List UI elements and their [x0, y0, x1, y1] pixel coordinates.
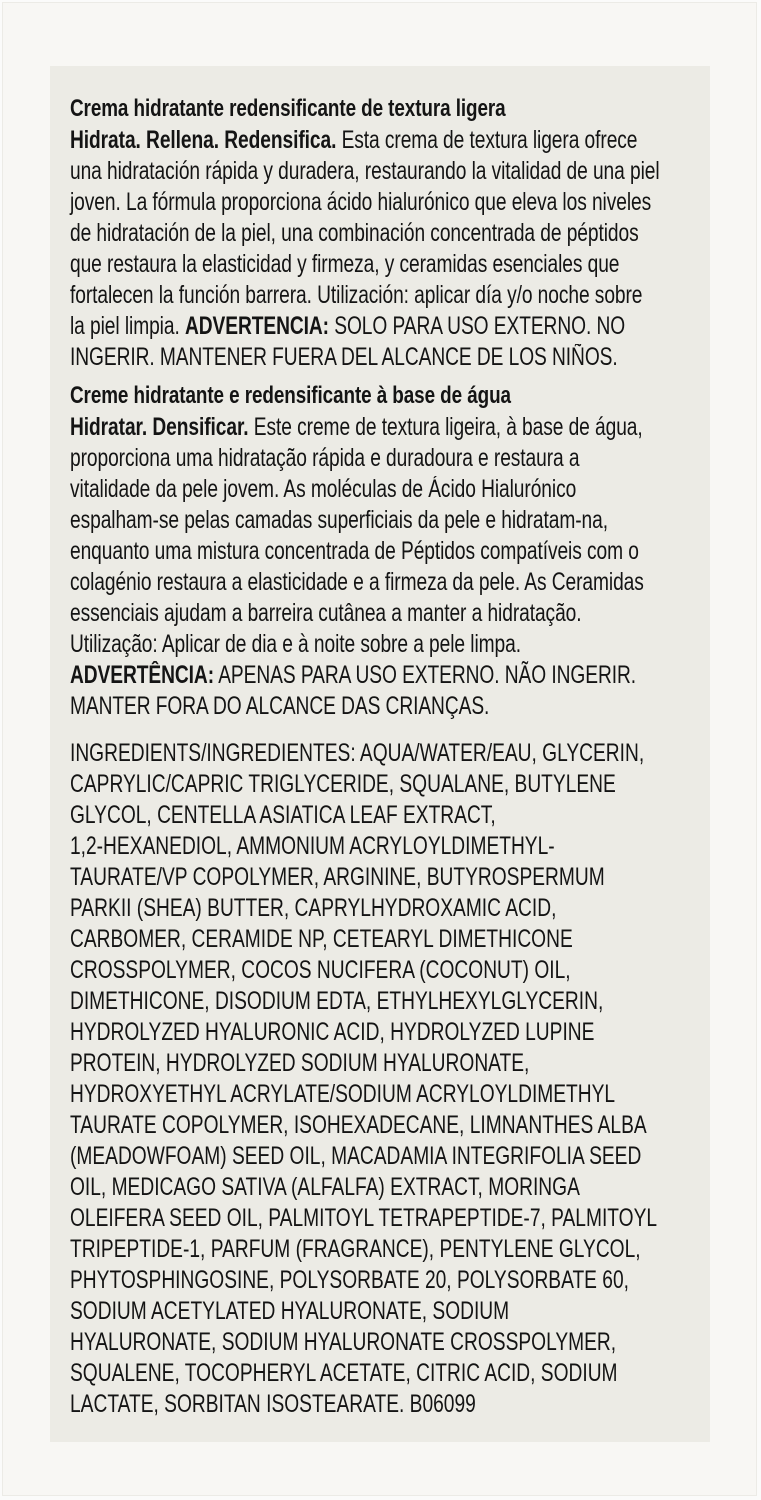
product-box-panel	[2, 2, 757, 1496]
portuguese-description-line-bold: Hidratar. Densificar.	[70, 414, 249, 441]
portuguese-description	[70, 412, 710, 722]
spanish-description-line-text: fortalecen la función barrera. Utilización: aplicar día y/o noche sobre	[70, 282, 643, 309]
portuguese-description-line-text: Utilização: Aplicar de dia e à noite sobre a pele limpa.	[70, 631, 521, 658]
ingredients-line: OIL, MEDICAGO SATIVA (ALFALFA) EXTRACT, MORINGA	[70, 1174, 580, 1201]
spanish-description-line	[70, 249, 717, 280]
spanish-description-line	[70, 125, 717, 156]
portuguese-description-line	[70, 629, 717, 660]
ingredients-line: GLYCOL, CENTELLA ASIATICA LEAF EXTRACT,	[70, 802, 496, 829]
spanish-title: Crema hidratante redensificante de textura ligera	[70, 96, 506, 122]
portuguese-description-line	[70, 412, 717, 443]
portuguese-title: Creme hidratante e redensificante à base de água	[70, 383, 511, 409]
portuguese-description-line	[70, 474, 717, 505]
spanish-description-line	[70, 280, 717, 311]
portuguese-description-line-text: proporciona uma hidratação rápida e duradoura e restaura a	[70, 445, 580, 472]
portuguese-description-line-text: essenciais ajudam a barreira cutânea a manter a hidratação.	[70, 600, 582, 627]
ingredients-line: OLEIFERA SEED OIL, PALMITOYL TETRAPEPTIDE-7, PALMITOYL	[70, 1205, 658, 1232]
spanish-description-line	[70, 342, 717, 373]
spanish-description	[70, 125, 710, 373]
spanish-description-line-text: INGERIR. MANTENER FUERA DEL ALCANCE DE LOS NIÑOS.	[70, 344, 618, 371]
ingredients-line: DIMETHICONE, DISODIUM EDTA, ETHYLHEXYLGLYCERIN,	[70, 988, 604, 1015]
ingredients-line: CROSSPOLYMER, COCOS NUCIFERA (COCONUT) OIL,	[70, 957, 571, 984]
spanish-description-line-text: que restaura la elasticidad y firmeza, y ceramidas esenciales que	[70, 251, 620, 278]
portuguese-description-line	[70, 691, 717, 722]
ingredients-line: HYDROXYETHYL ACRYLATE/SODIUM ACRYLOYLDIMETHYL	[70, 1081, 616, 1108]
spanish-description-line-text: de hidratación de la piel, una combinación concentrada de péptidos	[70, 220, 639, 247]
portuguese-description-line-text: Este creme de textura ligeira, à base de água,	[248, 414, 643, 441]
ingredients-line: (MEADOWFOAM) SEED OIL, MACADAMIA INTEGRIFOLIA SEED	[70, 1143, 642, 1170]
portuguese-description-line-text: enquanto uma mistura concentrada de Péptidos compatíveis com o	[70, 538, 639, 565]
ingredients-line: CARBOMER, CERAMIDE NP, CETEARYL DIMETHICONE	[70, 926, 573, 953]
portuguese-description-line	[70, 443, 717, 474]
portuguese-description-line	[70, 598, 717, 629]
portuguese-description-line	[70, 536, 717, 567]
ingredients-line: 1,2-HEXANEDIOL, AMMONIUM ACRYLOYLDIMETHYL-	[70, 833, 555, 860]
spanish-description-line	[70, 156, 717, 187]
ingredients-line: SQUALENE, TOCOPHERYL ACETATE, CITRIC ACID, SODIUM	[70, 1360, 618, 1387]
ingredient-label	[50, 66, 710, 1442]
spanish-description-line	[70, 311, 717, 342]
spanish-description-line	[70, 187, 717, 218]
spanish-description-line-text: joven. La fórmula proporciona ácido hialurónico que eleva los niveles	[70, 189, 652, 216]
spanish-description-line-text: la piel limpia.	[70, 313, 185, 340]
spanish-description-line-bold: ADVERTENCIA:	[184, 313, 329, 340]
spanish-description-line-bold: Hidrata. Rellena. Redensifica.	[70, 127, 337, 154]
ingredients-line: HYALURONATE, SODIUM HYALURONATE CROSSPOLYMER,	[70, 1329, 617, 1356]
ingredients-line: TAURATE/VP COPOLYMER, ARGININE, BUTYROSPERMUM	[70, 864, 605, 891]
ingredients-line: CAPRYLIC/CAPRIC TRIGLYCERIDE, SQUALANE, BUTYLENE	[70, 771, 616, 798]
spanish-description-line-text: SOLO PARA USO EXTERNO. NO	[328, 313, 626, 340]
ingredients-line: INGREDIENTS/INGREDIENTES: AQUA/WATER/EAU, GLYCERIN,	[70, 740, 645, 767]
ingredients-line: SODIUM ACETYLATED HYALURONATE, SODIUM	[70, 1298, 510, 1325]
portuguese-description-line-text: colagénio restaura a elasticidade e a firmeza da pele. As Ceramidas	[70, 569, 644, 596]
portuguese-description-line-text: MANTER FORA DO ALCANCE DAS CRIANÇAS.	[70, 693, 490, 720]
ingredients-line: PARKII (SHEA) BUTTER, CAPRYLHYDROXAMIC ACID,	[70, 895, 557, 922]
ingredients-line: TRIPEPTIDE-1, PARFUM (FRAGRANCE), PENTYLENE GLYCOL,	[70, 1236, 641, 1263]
ingredients-line: HYDROLYZED HYALURONIC ACID, HYDROLYZED LUPINE	[70, 1019, 595, 1046]
spanish-description-line-text: una hidratación rápida y duradera, restaurando la vitalidad de una piel	[70, 158, 660, 185]
portuguese-description-line	[70, 505, 717, 536]
portuguese-description-line	[70, 660, 717, 691]
portuguese-description-line-text: APENAS PARA USO EXTERNO. NÃO INGERIR.	[214, 662, 637, 689]
spanish-description-line	[70, 218, 717, 249]
portuguese-description-line-text: vitalidade da pele jovem. As moléculas de Ácido Hialurónico	[70, 476, 577, 503]
portuguese-description-line-bold: ADVERTÊNCIA:	[70, 662, 215, 689]
ingredients-list	[70, 738, 710, 1420]
ingredients-line: PHYTOSPHINGOSINE, POLYSORBATE 20, POLYSORBATE 60,	[70, 1267, 629, 1294]
ingredients-line: LACTATE, SORBITAN ISOSTEARATE. B06099	[70, 1391, 476, 1418]
portuguese-description-line	[70, 567, 717, 598]
portuguese-description-line-text: espalham-se pelas camadas superficiais da pele e hidratam-na,	[70, 507, 608, 534]
ingredients-line: TAURATE COPOLYMER, ISOHEXADECANE, LIMNANTHES ALBA	[70, 1112, 647, 1139]
ingredients-line: PROTEIN, HYDROLYZED SODIUM HYALURONATE,	[70, 1050, 530, 1077]
spanish-description-line-text: Esta crema de textura ligera ofrece	[336, 127, 638, 154]
